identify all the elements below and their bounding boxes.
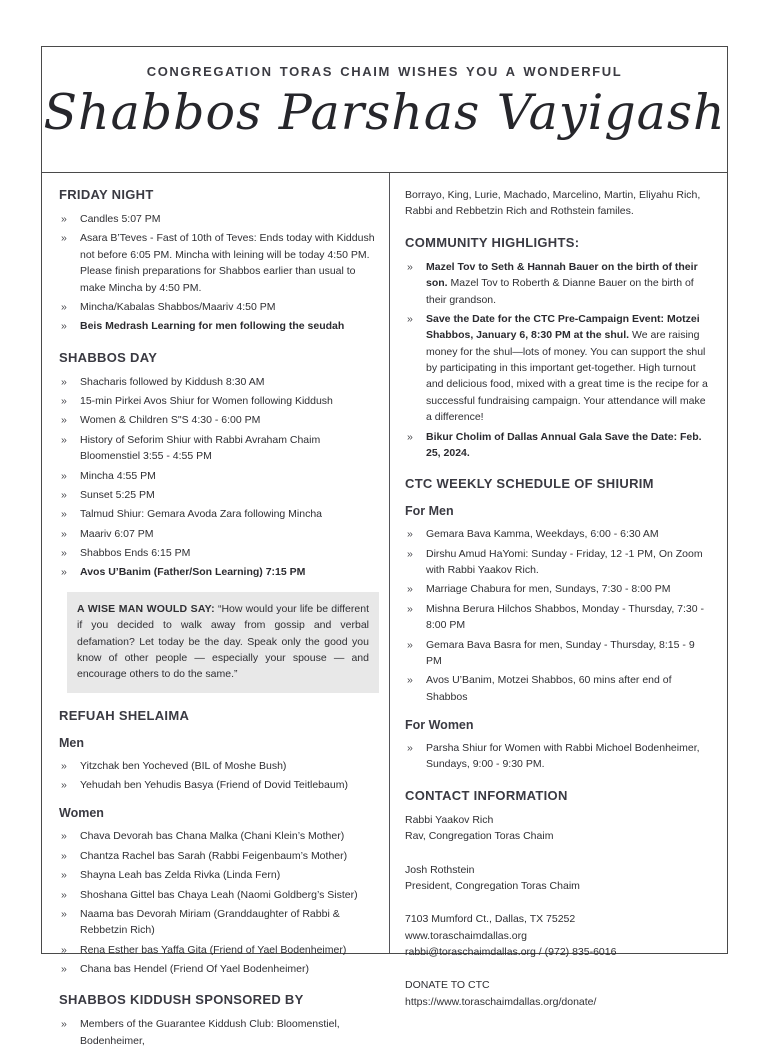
parsha-title: Shabbos Parshas Vayigash [43,84,726,141]
president-name: Josh Rothstein [405,863,475,876]
friday-night-list [59,211,379,335]
bullet-icon: » [407,528,413,541]
list-item [59,211,379,227]
list-item-text: Women & Children S"S 4:30 - 6:00 PM [80,414,261,427]
list-item-text: Shabbos Ends 6:15 PM [80,547,191,559]
president-title: President, Congregation Toras Chaim [405,879,580,892]
refuah-men-list [59,758,379,794]
quote-text: “How would your life be different if you decided to walk away from gossip and verbal defamation? Let today be the day. Speak only the good you know of other people — especially your spouse — and encourage others to do the same.” [77,602,369,681]
left-column [42,173,389,1047]
list-item [59,758,379,774]
list-item-text: Chantza Rachel bas Sarah (Rabbi Feigenbaum’s Mother) [80,849,348,862]
bullet-icon: » [61,433,67,446]
right-column [389,173,727,1008]
section-heading-weekly-shiurim: CTC WEEKLY SCHEDULE OF SHIURIM [405,476,654,492]
list-item-text: 15-min Pirkei Avos Shiur for Women following Kiddush [80,395,333,407]
shul-email-phone: rabbi@toraschaimdallas.org / (972) 835-6016 [405,946,617,958]
subheading-shiurim-for-women: For Women [405,718,474,732]
list-item-text: Talmud Shiur: Gemara Avoda Zara following Mincha [80,508,323,521]
list-item [405,740,713,773]
shul-address: 7103 Mumford Ct., Dallas, TX 75252 [405,913,576,926]
bullet-icon: » [61,759,67,772]
section-heading-shabbos-day: SHABBOS DAY [59,349,158,365]
list-item-text: Marriage Chabura for men, Sundays, 7:30 - 8:00 PM [426,583,671,596]
list-item-text: Gemara Bava Basra for men, Sunday - Thursday, 8:15 - 9 PM [426,638,695,667]
list-item-text: Shoshana Gittel bas Chaya Leah (Naomi Goldberg’s Sister) [80,888,358,901]
bullet-icon: » [61,888,67,901]
list-item [59,564,379,580]
bullet-icon: » [61,414,67,427]
contact-president [405,862,713,895]
masthead [42,47,727,173]
shabbos-day-list [59,374,379,581]
list-item-text: Mincha 4:55 PM [80,469,156,482]
list-item [59,299,379,315]
list-item [59,867,379,883]
list-item-text: Sunset 5:25 PM [80,488,155,501]
section-heading-refuah-shelaima: REFUAH SHELAIMA [59,707,190,723]
list-item [59,961,379,977]
bullet-icon: » [61,213,67,225]
list-item [59,393,379,409]
donate-label: DONATE TO CTC [405,979,490,992]
bullet-icon: » [61,527,67,540]
list-item [59,230,379,296]
list-item [59,432,379,465]
subheading-refuah-women: Women [59,806,104,821]
bullet-icon: » [407,742,413,754]
section-heading-kiddush-sponsors: SHABBOS KIDDUSH SPONSORED BY [59,992,304,1008]
masthead-kicker: CONGREGATION TORAS CHAIM WISHES YOU A WONDERFUL [146,64,623,79]
bullet-icon: » [61,300,67,313]
subheading-shiurim-for-men: For Men [405,504,454,519]
list-item-text: Shacharis followed by Kiddush 8:30 AM [80,375,265,388]
list-item-text: Maariv 6:07 PM [80,527,154,540]
community-highlights-list [405,259,713,462]
list-item-text: Rena Esther bas Yaffa Gita (Friend of Yael Bodenheimer) [80,943,347,956]
bullet-icon: » [407,430,413,443]
section-heading-friday-night: FRIDAY NIGHT [59,187,154,202]
list-item [59,412,379,428]
kiddush-sponsors-list [59,1016,379,1049]
list-item [59,848,379,864]
bullet-icon: » [61,849,67,862]
bullet-icon: » [61,320,67,333]
bullet-icon: » [61,1018,67,1031]
list-item [405,259,713,308]
subheading-refuah-men: Men [59,735,84,750]
list-item [59,318,379,334]
list-item-text: Beis Medrash Learning for men following the seudah [80,320,345,333]
bullet-icon: » [61,547,67,559]
bullet-icon: » [407,602,413,615]
bullet-icon: » [61,907,67,920]
contact-donate [405,977,713,1010]
list-item [59,487,379,503]
list-item [59,906,379,939]
list-item-text: Chava Devorah bas Chana Malka (Chani Klein’s Mother) [80,830,345,843]
donate-url: https://www.toraschaimdallas.org/donate/ [405,995,597,1008]
bullet-icon: » [407,547,413,560]
list-item [405,526,713,542]
bullet-icon: » [61,488,67,501]
bullet-icon: » [407,583,413,596]
list-item-text: Bikur Cholim of Dallas Annual Gala Save the Date: Feb. 25, 2024. [426,430,702,459]
quote-label: A WISE MAN WOULD SAY: [77,602,215,615]
list-item [59,828,379,844]
list-item-text: Save the Date for the CTC Pre-Campaign Event: Motzei Shabbos, January 6, 8:30 PM at the shul. We are raising money for the shul—lots of money. You can support the shul by participating in this important get-together. High turnout and delicious food, mixed with a great time is the recipe for a successful fundraising campaign. Your attendance will make a difference! [426,312,708,424]
list-item-text: Yehudah ben Yehudis Basya (Friend of Dovid Teitlebaum) [80,779,348,791]
bullet-icon: » [61,566,67,579]
bullet-icon: » [61,943,67,956]
list-item-text: Chana bas Hendel (Friend Of Yael Bodenheimer) [80,963,309,975]
list-item-text: Yitzchak ben Yocheved (BIL of Moshe Bush) [80,759,287,772]
wise-man-quote-box [67,592,379,693]
list-item-text: Naama bas Devorah Miriam (Granddaughter of Rabbi & Rebbetzin Rich) [80,907,340,937]
list-item-text: History of Seforim Shiur with Rabbi Avraham Chaim Bloomenstiel 3:55 - 4:55 PM [80,433,321,463]
list-item-text: Mishna Berura Hilchos Shabbos, Monday - Thursday, 7:30 - 8:00 PM [426,602,704,632]
shul-website: www.toraschaimdallas.org [405,929,527,942]
list-item [59,777,379,793]
list-item-text: Avos U’Banim, Motzei Shabbos, 60 mins after end of Shabbos [426,674,672,703]
list-item-text: Mazel Tov to Seth & Hannah Bauer on the birth of their son. Mazel Tov to Roberth & Dianne Bauer on the birth of their grandson. [426,260,698,306]
list-item-text: Candles 5:07 PM [80,213,161,225]
bullet-icon: » [407,638,413,651]
list-item-text: Mincha/Kabalas Shabbos/Maariv 4:50 PM [80,300,276,313]
bullet-icon: » [61,779,67,791]
body-columns [42,173,727,1047]
list-item [405,581,713,597]
refuah-women-list [59,828,379,977]
list-item-text: Shayna Leah bas Zelda Rivka (Linda Fern) [80,869,281,882]
bullet-icon: » [61,395,67,407]
rav-name: Rabbi Yaakov Rich [405,813,494,826]
shiurim-men-list [405,526,713,705]
newsletter-page [41,46,728,1047]
list-item-text: Asara B’Teves - Fast of 10th of Teves: Ends today with Kiddush not before 6:05 PM. Mincha with leining will be today 4:50 PM. Please finish preparations for Shabbos earlier than usual to make Mincha by 4:50 PM. [80,232,375,294]
list-item-text: Avos U’Banim (Father/Son Learning) 7:15 PM [80,566,306,579]
contact-address [405,911,713,960]
list-item [59,942,379,958]
list-item [405,546,713,579]
list-item [59,506,379,522]
list-item-text: Members of the Guarantee Kiddush Club: Bloomenstiel, Bodenheimer, [80,1018,340,1047]
bullet-icon: » [61,375,67,388]
list-item [405,429,713,462]
list-item-text: Gemara Bava Kamma, Weekdays, 6:00 - 6:30 AM [426,528,659,541]
list-item [405,637,713,670]
list-item-text: Parsha Shiur for Women with Rabbi Michoel Bodenheimer, Sundays, 9:00 - 9:30 PM. [426,742,700,771]
list-item [59,887,379,903]
bullet-icon: » [61,508,67,521]
bullet-icon: » [61,469,67,482]
contact-rav [405,812,713,845]
list-item [59,545,379,561]
bullet-icon: » [407,312,413,325]
kiddush-sponsors-continuation: Borrayo, King, Lurie, Machado, Marcelino, Martin, Eliyahu Rich, Rabbi and Rebbetzin Rich and Rothstein familes. [405,189,701,218]
list-item [59,468,379,484]
list-item [59,526,379,542]
rav-title: Rav, Congregation Toras Chaim [405,830,554,843]
bullet-icon: » [407,260,413,273]
list-item [405,672,713,705]
section-heading-community-highlights: COMMUNITY HIGHLIGHTS: [405,234,580,250]
list-item [405,601,713,634]
bullet-icon: » [61,869,67,882]
shiurim-women-list [405,740,713,773]
list-item-text: Dirshu Amud HaYomi: Sunday - Friday, 12 -1 PM, On Zoom with Rabbi Yaakov Rich. [426,547,703,576]
bullet-icon: » [61,830,67,843]
bullet-icon: » [407,674,413,687]
list-item [59,374,379,390]
section-heading-contact-information: CONTACT INFORMATION [405,787,568,803]
bullet-icon: » [61,232,67,245]
bullet-icon: » [61,963,67,975]
list-item [405,311,713,426]
list-item [59,1016,379,1049]
